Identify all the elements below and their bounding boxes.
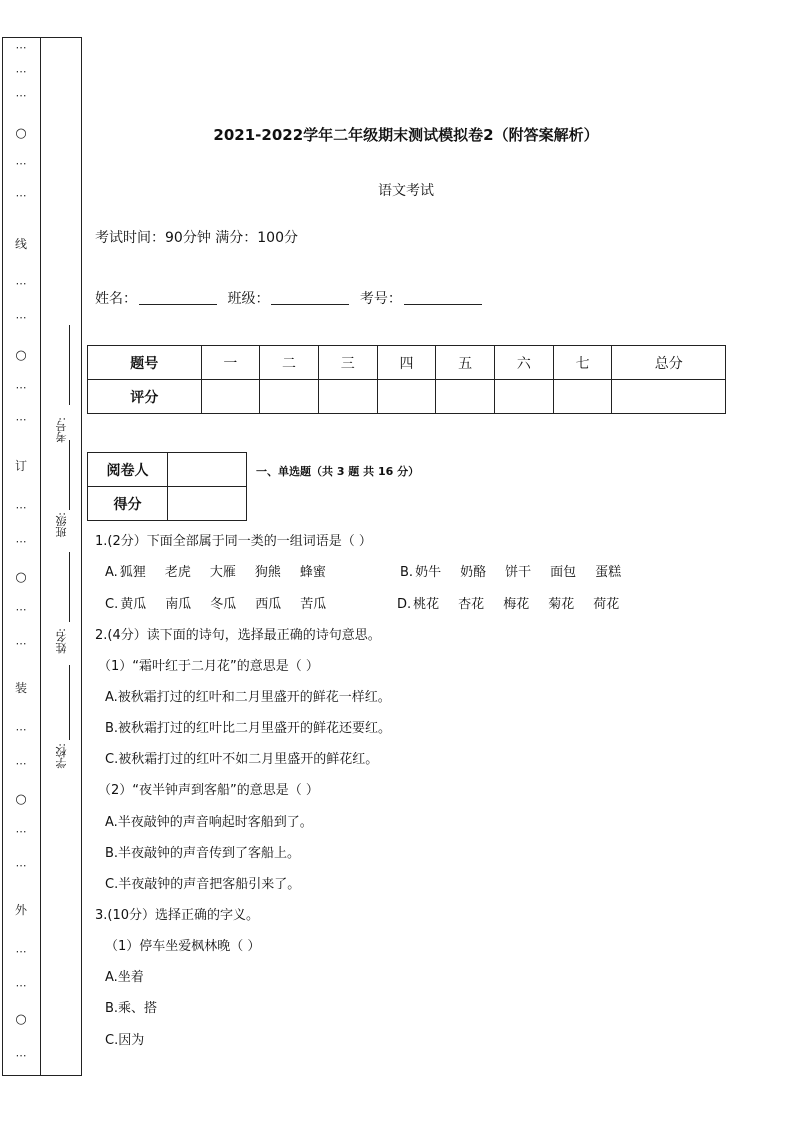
option-word: 黄瓜	[120, 597, 147, 612]
question-3-option-a[interactable]: A.坐着	[105, 970, 144, 985]
grader-score-blank[interactable]	[168, 487, 247, 521]
seal-dots: ⋯	[15, 535, 27, 548]
seal-dots: ⋯	[15, 311, 27, 324]
seal-dots: ⋯	[15, 603, 27, 616]
option-word: 西瓜	[255, 597, 282, 612]
grader-reviewer-label: 阅卷人	[88, 453, 168, 487]
section-heading: 一、单选题（共 3 题 共 16 分）	[256, 465, 420, 478]
binding-margin-divider	[40, 37, 41, 1076]
question-2-sub-1-option-c[interactable]: C.被秋霜打过的红叶不如二月里盛开的鲜花红。	[105, 752, 379, 767]
option-word: 梅花	[503, 597, 530, 612]
question-2-sub-1-option-b[interactable]: B.被秋霜打过的红叶比二月里盛开的鲜花还要红。	[105, 721, 392, 736]
option-word: 蜂蜜	[299, 565, 326, 580]
seal-char-zhuang: 装	[14, 681, 27, 695]
name-label: 姓名:	[55, 628, 68, 654]
score-table-cell: 四	[377, 346, 436, 380]
score-table-cell: 二	[260, 346, 319, 380]
seal-dots: ⋯	[15, 157, 27, 170]
question-2-sub-1-option-a[interactable]: A.被秋霜打过的红叶和二月里盛开的鲜花一样红。	[105, 690, 391, 705]
seal-dots: ⋯	[15, 757, 27, 770]
seal-dots: ⋯	[15, 1049, 27, 1062]
score-table-cell: 一	[201, 346, 260, 380]
option-word: 饼干	[505, 565, 532, 580]
seal-circle: ○	[15, 570, 27, 585]
question-2-stem: 2.(4分）读下面的诗句，选择最正确的诗句意思。	[95, 628, 381, 643]
seal-char-wai: 外	[14, 903, 27, 917]
student-info-row	[95, 288, 488, 308]
score-blank-cell[interactable]	[553, 380, 612, 414]
option-word: 菊花	[548, 597, 575, 612]
number-label-top: 考号：	[359, 291, 402, 307]
seal-dots: ⋯	[15, 65, 27, 78]
seal-dots: ⋯	[15, 501, 27, 514]
question-1-option-d[interactable]	[397, 593, 638, 612]
option-word: 奶牛	[415, 565, 442, 580]
option-word: 杏花	[458, 597, 485, 612]
grader-reviewer-blank[interactable]	[168, 453, 247, 487]
seal-dots: ⋯	[15, 723, 27, 736]
question-1-option-a[interactable]	[105, 561, 345, 580]
option-word: 狐狸	[119, 565, 146, 580]
score-table	[87, 345, 726, 414]
score-table-score-row	[88, 380, 726, 414]
exam-subtitle: 语文考试	[378, 183, 434, 199]
question-2-sub-2: （2）“夜半钟声到客船”的意思是（ ）	[98, 783, 319, 798]
score-table-cell: 题号	[88, 346, 202, 380]
seal-dots: ⋯	[15, 89, 27, 102]
student-number-line	[69, 325, 70, 405]
question-3-option-b[interactable]: B.乘、搭	[105, 1001, 158, 1016]
question-1-option-b[interactable]	[400, 561, 640, 580]
option-word: 大雁	[209, 565, 236, 580]
option-word: 老虎	[164, 565, 191, 580]
option-label: C.	[105, 597, 119, 612]
score-table-header-row	[88, 346, 726, 380]
class-blank[interactable]	[271, 290, 349, 305]
seal-circle: ○	[15, 348, 27, 363]
score-table-cell: 六	[495, 346, 554, 380]
score-blank-cell[interactable]	[318, 380, 377, 414]
question-2-sub-2-option-c[interactable]: C.半夜敲钟的声音把客船引来了。	[105, 877, 301, 892]
seal-dots: ⋯	[15, 413, 27, 426]
grader-score-label: 得分	[88, 487, 168, 521]
score-blank-cell[interactable]	[377, 380, 436, 414]
seal-dots: ⋯	[15, 859, 27, 872]
seal-dots: ⋯	[15, 381, 27, 394]
student-number-label: 考号:	[55, 417, 68, 443]
seal-circle: ○	[15, 792, 27, 807]
school-label: 学校:	[55, 743, 68, 769]
seal-char-ding: 订	[14, 459, 27, 473]
question-2-sub-2-option-b[interactable]: B.半夜敲钟的声音传到了客船上。	[105, 846, 301, 861]
question-1-option-c[interactable]	[105, 593, 345, 612]
seal-dots: ⋯	[15, 277, 27, 290]
option-word: 苦瓜	[300, 597, 327, 612]
option-word: 荷花	[593, 597, 620, 612]
name-line	[69, 552, 70, 622]
seal-dots: ⋯	[15, 825, 27, 838]
seal-dots: ⋯	[15, 637, 27, 650]
seal-char-xian: 线	[14, 237, 27, 251]
option-word: 面包	[550, 565, 577, 580]
score-blank-cell[interactable]	[436, 380, 495, 414]
seal-circle: ○	[15, 126, 27, 141]
question-1-stem: 1.(2分）下面全部属于同一类的一组词语是（ ）	[95, 534, 372, 549]
option-label: D.	[397, 597, 412, 612]
class-label: 班级:	[55, 512, 68, 538]
class-label-top: 班级：	[227, 291, 270, 307]
name-label-top: 姓名：	[95, 291, 137, 307]
score-blank-cell[interactable]	[260, 380, 319, 414]
option-label: A.	[105, 565, 118, 580]
score-table-cell: 五	[436, 346, 495, 380]
question-2-sub-2-option-a[interactable]: A.半夜敲钟的声音响起时客船到了。	[105, 815, 313, 830]
seal-dots: ⋯	[15, 979, 27, 992]
score-blank-cell[interactable]	[612, 380, 726, 414]
exam-time-info: 考试时间：90分钟 满分：100分	[95, 230, 298, 246]
score-blank-cell[interactable]	[495, 380, 554, 414]
option-word: 狗熊	[254, 565, 281, 580]
class-line	[69, 440, 70, 510]
number-blank[interactable]	[404, 290, 482, 305]
question-3-stem: 3.(10分）选择正确的字义。	[95, 908, 260, 923]
score-table-row-label: 评分	[88, 380, 202, 414]
option-word: 奶酪	[460, 565, 487, 580]
seal-dots: ⋯	[15, 189, 27, 202]
option-word: 南瓜	[165, 597, 192, 612]
option-label: B.	[400, 565, 414, 580]
score-table-cell: 总分	[612, 346, 726, 380]
school-field[interactable]	[42, 665, 80, 815]
seal-dots: ⋯	[15, 945, 27, 958]
option-word: 蛋糕	[595, 565, 622, 580]
seal-dots: ⋯	[15, 41, 27, 54]
exam-title: 2021-2022学年二年级期末测试模拟卷2（附答案解析）	[213, 126, 599, 144]
name-blank[interactable]	[139, 290, 217, 305]
score-blank-cell[interactable]	[201, 380, 260, 414]
school-line	[69, 665, 70, 740]
question-2-sub-1: （1）“霜叶红于二月花”的意思是（ ）	[98, 659, 319, 674]
score-table-cell: 七	[553, 346, 612, 380]
question-3-sub-1: （1）停车坐爱枫林晚（ ）	[105, 939, 261, 954]
seal-circle: ○	[15, 1012, 27, 1027]
score-table-cell: 三	[318, 346, 377, 380]
grader-table	[87, 452, 247, 521]
option-word: 桃花	[413, 597, 440, 612]
option-word: 冬瓜	[210, 597, 237, 612]
question-3-option-c[interactable]: C.因为	[105, 1033, 145, 1048]
